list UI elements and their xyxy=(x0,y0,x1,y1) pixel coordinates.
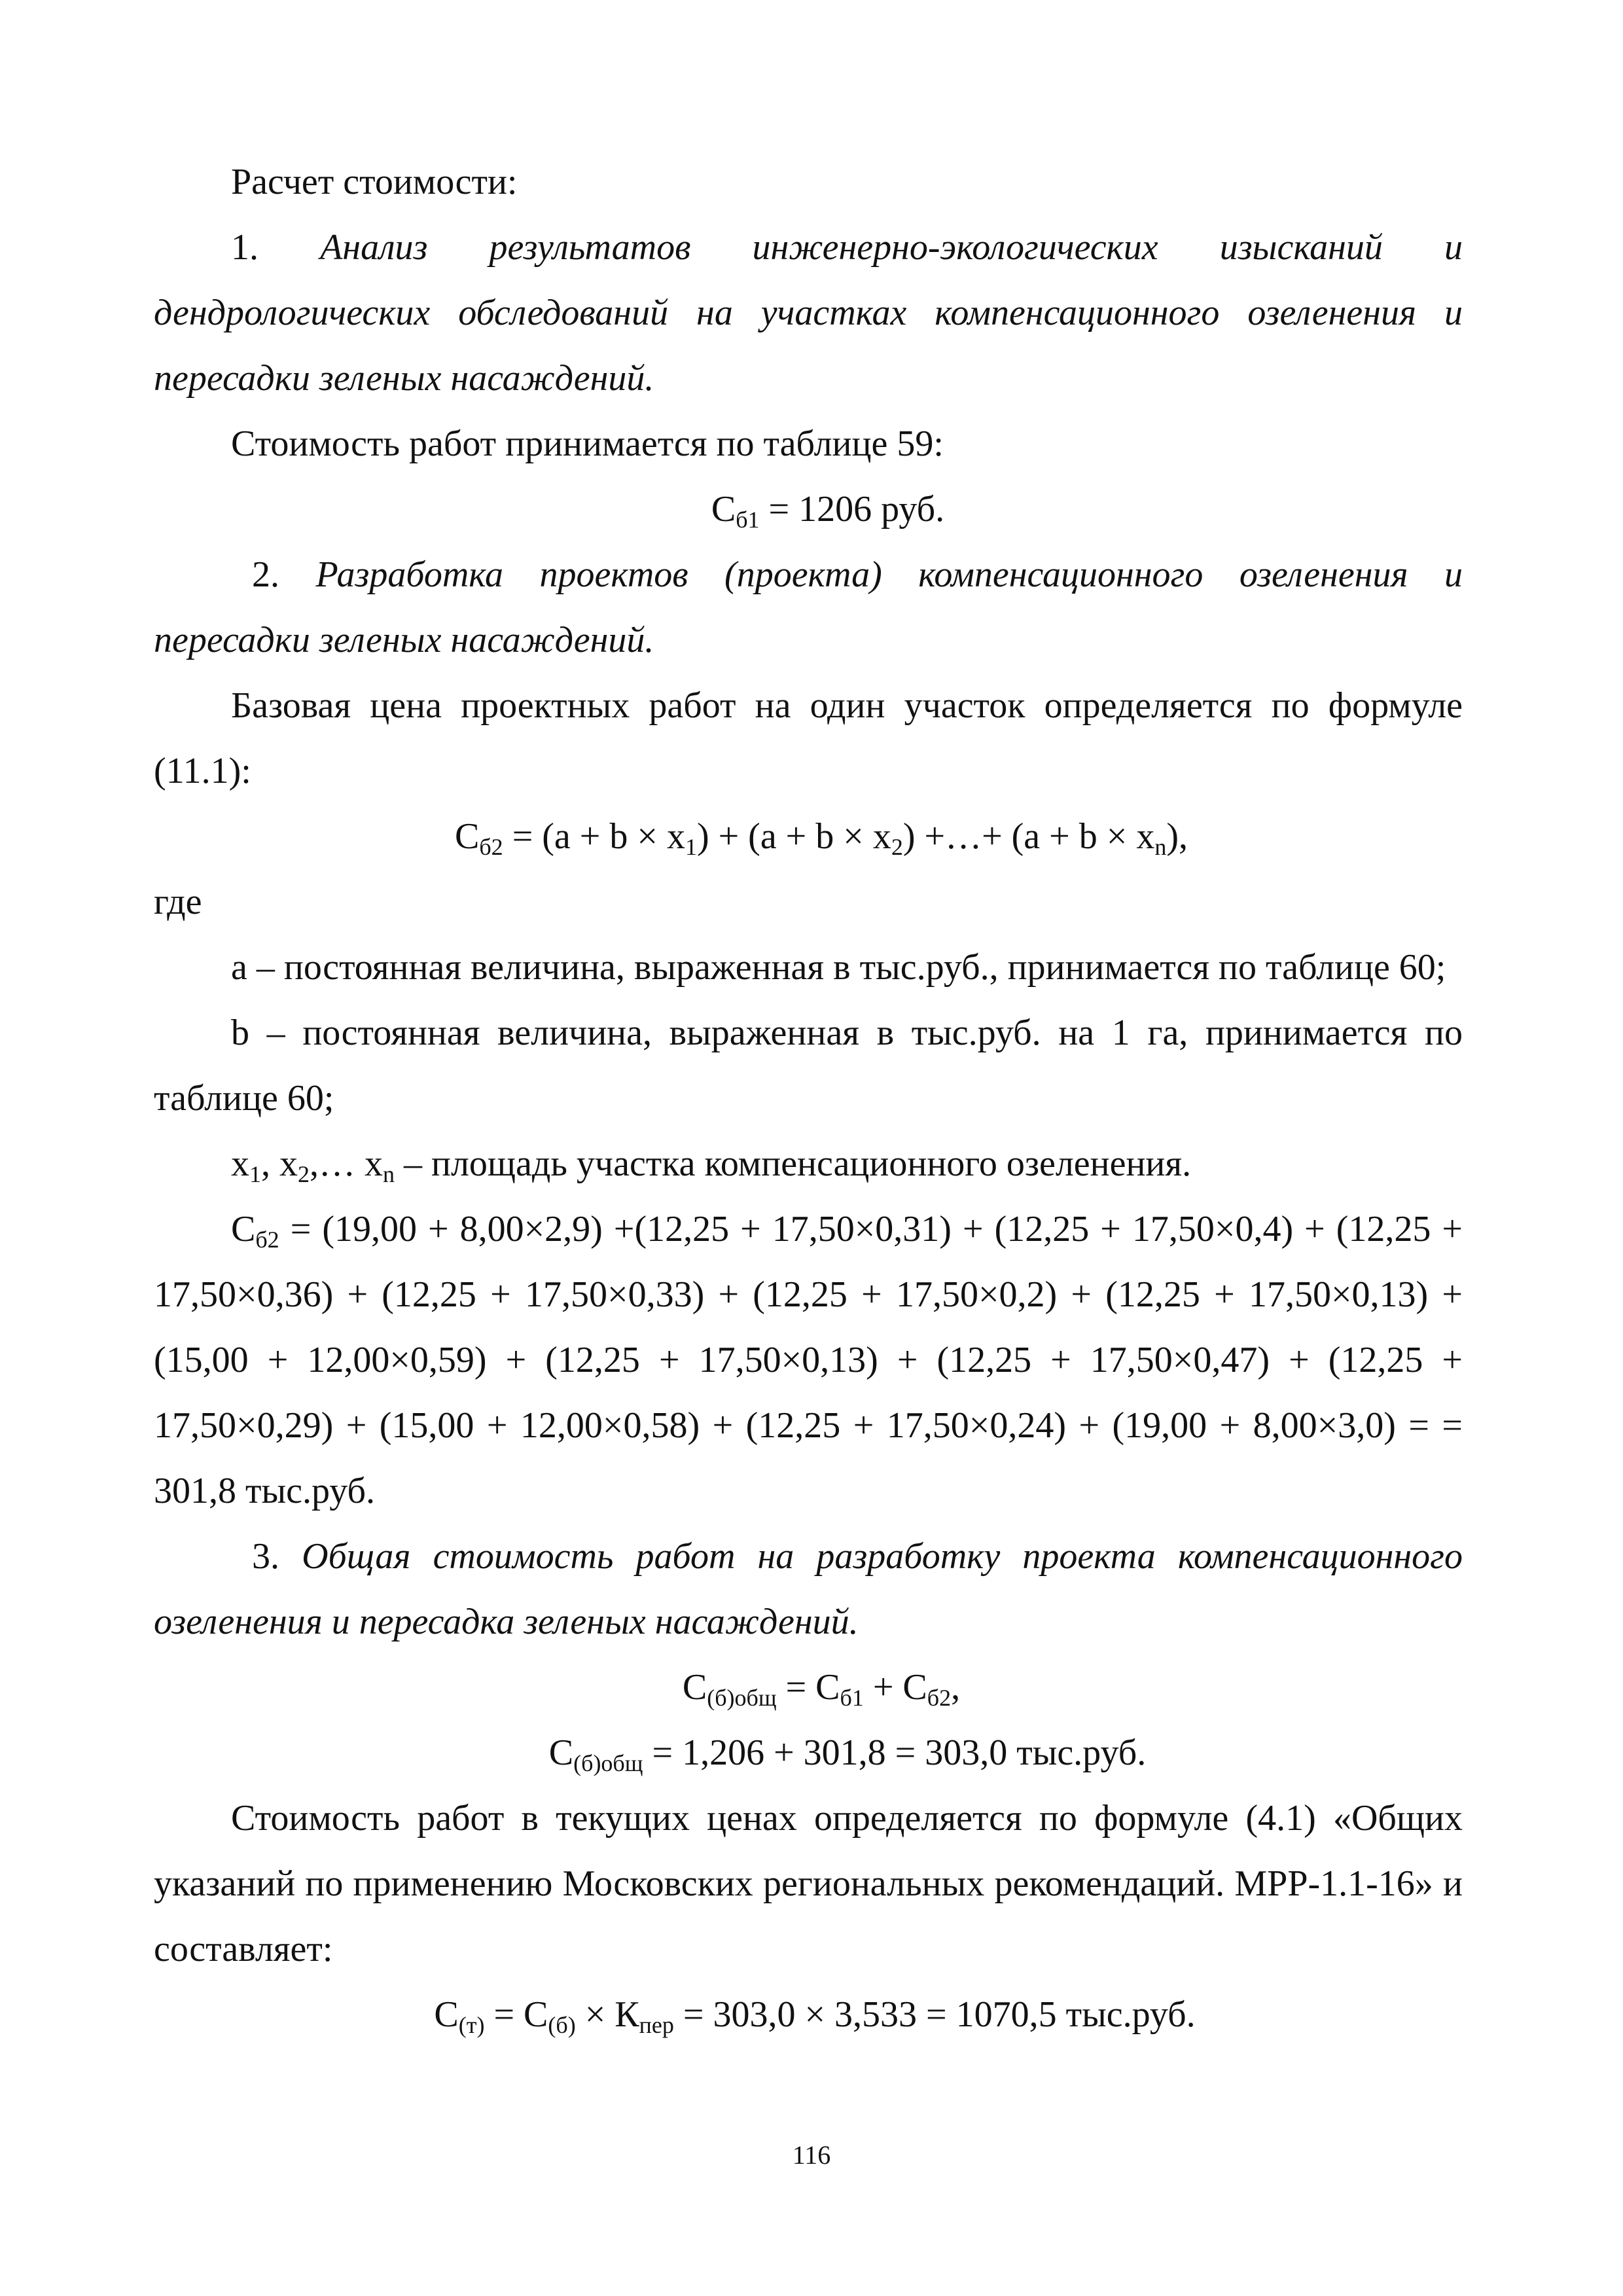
page-number: 116 xyxy=(792,2140,831,2170)
definition-b: b – постоянная величина, выраженная в тыс.руб. на 1 га, принимается по таблице 60; xyxy=(154,1013,1463,1119)
item-1-title: Анализ результатов инженерно-экологических изысканий и дендрологических обследований на участках компенсационного озеленения и пересадки зеленых насаждений. xyxy=(154,227,1463,399)
item-2-text: Базовая цена проектных работ на один участок определяется по формуле (11.1): xyxy=(154,685,1463,791)
item-1 xyxy=(154,215,1463,411)
item-3 xyxy=(154,1524,1463,1655)
formula-cb2: $С_{б2} = (a + b \times x_1) + (a + b \times x_2)$ +…+ $(a + b \times x_n)$, xyxy=(455,816,1188,860)
formula-current: $С_{(т)} = С_{(б)} \times К_{пер} = 303,0 \times 3,533 = 1070,5$ тыс.руб. xyxy=(434,1994,1196,2038)
calculation-cb2: $С_{б2} = (19,00 + 8,00\times 2,9) +(12,25 + 17,50\times 0,31) + (12,25 + 17,50\times 0,4) + (12,25 + 17,50\times 0,36) + (12,25 + 17,50\times 0,33) + (12,25 + 17,50\times 0,2) + (12,25 + 17,50\times 0,13) + (15,00 + 12,00\times 0,59) + (12,25 + 17,50\times 0,13) + (12,25 + 17,50\times 0,47) + (12,25 + 17,50\times 0,29) + (15,00 + 12,00\times 0,58) + (12,25 + 17,50\times 0,24) + (19,00 + 8,00\times 3,0)$ = = 301,8 тыс.руб. xyxy=(154,1209,1463,1511)
where-label: где xyxy=(154,882,202,922)
item-3-number: 3. xyxy=(252,1536,279,1577)
formula-total-value: $С_{(б)общ} = 1,206 + 301,8 = 303,0$ тыс.руб. xyxy=(548,1732,1147,1776)
item-2-title: Разработка проектов (проекта) компенсационного озеленения и пересадки зеленых насаждений. xyxy=(154,554,1463,660)
definition-a: a – постоянная величина, выраженная в тыс.руб., принимается по таблице 60; xyxy=(231,947,1446,988)
heading: Расчет стоимости: xyxy=(231,162,518,202)
formula-total: $С_{(б)общ} = С_{б1} + С_{б2}$, xyxy=(682,1667,961,1711)
item-1-text: Стоимость работ принимается по таблице 59: xyxy=(231,423,944,464)
item-1-number: 1. xyxy=(231,227,259,268)
formula-cb1: $С_{б1} = 1206$ руб. xyxy=(711,489,945,533)
current-price-text: Стоимость работ в текущих ценах определяется по формуле (4.1) «Общих указаний по применению Московских региональных рекомендаций. МРР-1.1-16» и составляет: xyxy=(154,1798,1463,1969)
item-2-number: 2. xyxy=(252,554,279,595)
document-body xyxy=(154,149,1463,2047)
definition-x: $x_1$, $x_2,\dots$ $x_n$ – площадь участка компенсационного озеленения. xyxy=(231,1143,1192,1187)
item-3-title: Общая стоимость работ на разработку проекта компенсационного озеленения и пересадка зеленых насаждений. xyxy=(154,1536,1463,1642)
item-2 xyxy=(154,542,1463,673)
